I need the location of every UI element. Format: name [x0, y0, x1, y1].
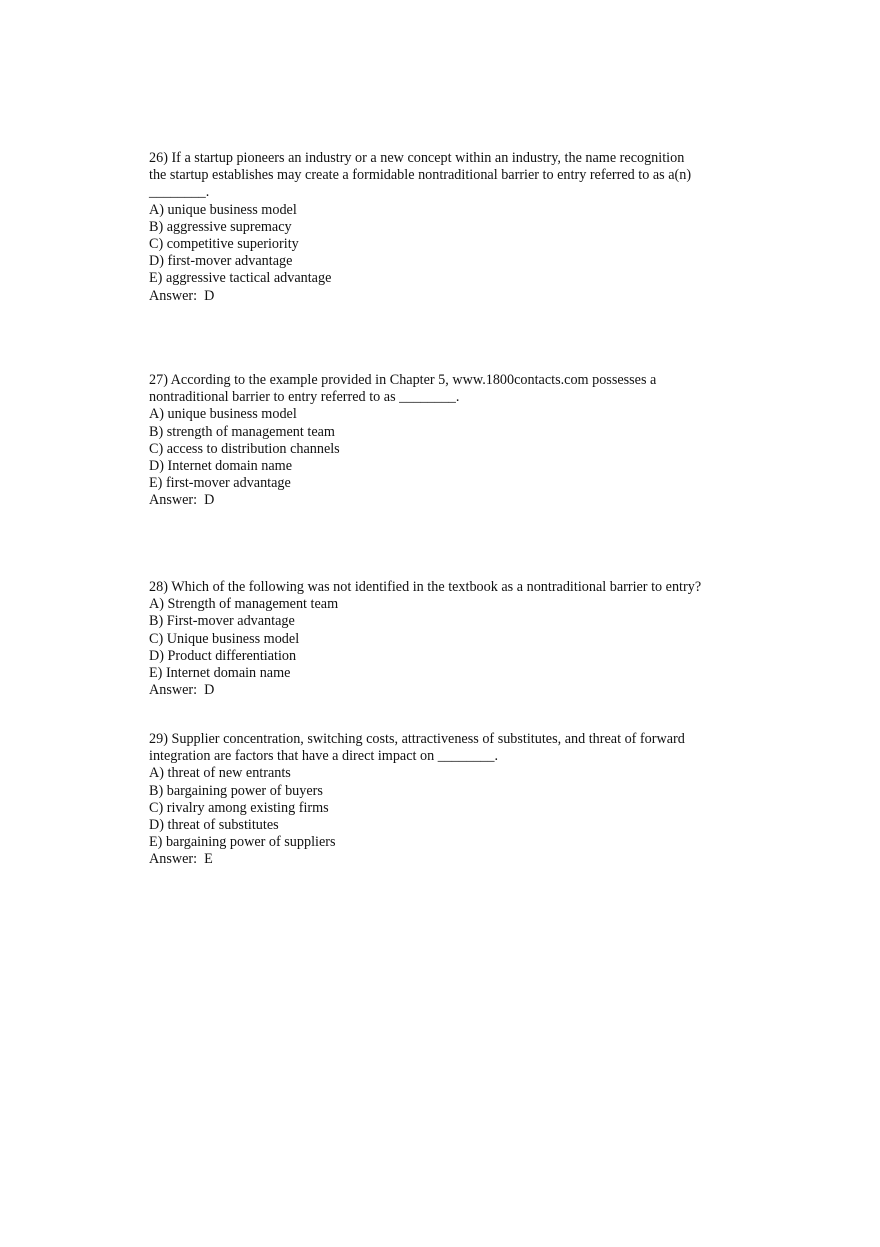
answer-option-b: B) bargaining power of buyers — [149, 782, 323, 799]
answer-option-d: D) threat of substitutes — [149, 817, 279, 834]
answer-option-b: B) aggressive supremacy — [149, 218, 292, 235]
question-stem-line: ________. — [149, 184, 210, 201]
answer-option-a: A) Strength of management team — [149, 596, 339, 613]
answer-option-a: A) unique business model — [149, 201, 297, 218]
question-27 — [149, 372, 749, 510]
question-stem-line: 27) According to the example provided in Chapter 5, www.1800contacts.com possesses a — [149, 372, 657, 388]
question-stem-line: 28) Which of the following was not identified in the textbook as a nontraditional barrier to entry? — [149, 579, 702, 595]
question-stem-line: 29) Supplier concentration, switching costs, attractiveness of substitutes, and threat of forward — [149, 731, 685, 747]
answer-option-a: A) threat of new entrants — [149, 765, 291, 782]
answer-option-e: E) bargaining power of suppliers — [149, 834, 336, 851]
answer-option-c: C) Unique business model — [149, 630, 300, 647]
answer-option-c: C) access to distribution channels — [149, 440, 340, 457]
question-29 — [149, 731, 749, 869]
answer-key: Answer: D — [149, 492, 215, 509]
answer-option-e: E) Internet domain name — [149, 665, 291, 682]
answer-option-d: D) first-mover advantage — [149, 253, 293, 270]
question-stem-line: 26) If a startup pioneers an industry or a new concept within an industry, the name recognition — [149, 150, 685, 166]
question-stem-line: the startup establishes may create a formidable nontraditional barrier to entry referred to as a(n) — [149, 167, 692, 184]
answer-option-b: B) strength of management team — [149, 423, 335, 440]
answer-key: Answer: D — [149, 682, 215, 699]
answer-option-d: D) Product differentiation — [149, 647, 297, 664]
answer-option-d: D) Internet domain name — [149, 458, 293, 475]
question-26 — [149, 150, 749, 305]
answer-option-c: C) rivalry among existing firms — [149, 799, 329, 816]
answer-option-a: A) unique business model — [149, 406, 297, 423]
answer-option-e: E) aggressive tactical advantage — [149, 270, 332, 287]
answer-key: Answer: D — [149, 287, 215, 304]
question-stem-line: integration are factors that have a direct impact on ________. — [149, 748, 499, 765]
answer-option-b: B) First-mover advantage — [149, 613, 295, 630]
question-stem-line: nontraditional barrier to entry referred to as ________. — [149, 389, 460, 406]
answer-key: Answer: E — [149, 851, 213, 868]
answer-option-c: C) competitive superiority — [149, 236, 299, 253]
answer-option-e: E) first-mover advantage — [149, 475, 291, 492]
question-28 — [149, 579, 749, 699]
